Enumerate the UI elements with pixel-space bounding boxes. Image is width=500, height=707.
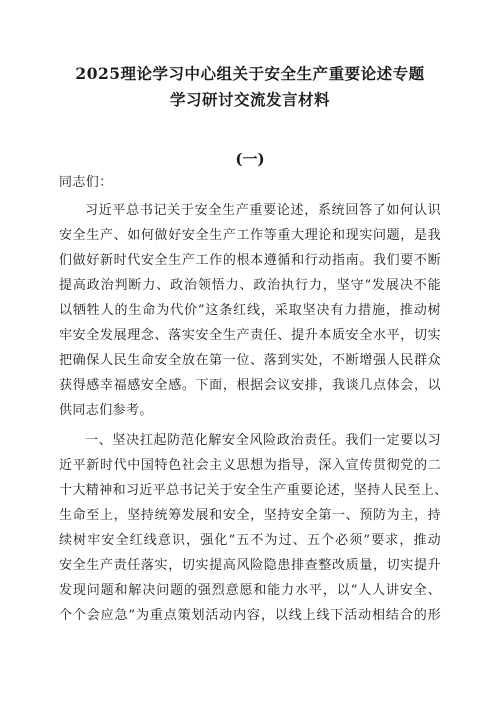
body-line: 续树牢安全红线意识，强化“五不为过、五个必须”要求，推动 (59, 533, 441, 548)
body-line: 以牺牲人的生命为代价”这条红线，采取坚决有力措施，推动树 (59, 303, 441, 318)
body-line: 发现问题和解决问题的强烈意愿和能力水平，以“人人讲安全、 (59, 583, 441, 598)
body-line: 把确保人民生命安全放在第一位、落到实处，不断增强人民群众 (59, 353, 441, 368)
document-title-line-1: 2025理论学习中心组关于安全生产重要论述专题 (75, 64, 425, 83)
body-line: 近平新时代中国特色社会主义思想为指导，深入宣传贯彻党的二 (59, 458, 441, 473)
salutation: 同志们： (59, 175, 113, 190)
body-line: 安全生产、如何做好安全生产工作等重大理论和现实问题，是我 (59, 228, 441, 243)
body-line: 十大精神和习近平总书记关于安全生产重要论述，坚持人民至上、 (59, 483, 448, 498)
body-line: 供同志们参考。 (59, 403, 153, 418)
section-heading-line: 一、坚决扛起防范化解安全风险政治责任。我们一定要以习 (85, 433, 441, 448)
document-title-line-2: 学习研讨交流发言材料 (169, 90, 330, 109)
section-number: (一) (235, 150, 265, 168)
body-line: 安全生产责任落实，切实提高风险隐患排查整改质量，切实提升 (59, 558, 441, 573)
body-line: 生命至上，坚持统筹发展和安全，坚持安全第一、预防为主，持 (59, 508, 441, 523)
body-line: 获得感幸福感安全感。下面，根据会议安排，我谈几点体会，以 (59, 378, 441, 393)
body-line: 习近平总书记关于安全生产重要论述，系统回答了如何认识 (85, 203, 441, 218)
body-line: 们做好新时代安全生产工作的根本遵循和行动指南。我们要不断 (59, 253, 441, 268)
body-line: 提高政治判断力、政治领悟力、政治执行力，坚守“发展决不能 (59, 278, 441, 293)
body-line: 牢安全发展理念、落实安全生产责任、提升本质安全水平，切实 (59, 328, 441, 343)
body-line: 个个会应急”为重点策划活动内容，以线上线下活动相结合的形 (59, 608, 441, 623)
